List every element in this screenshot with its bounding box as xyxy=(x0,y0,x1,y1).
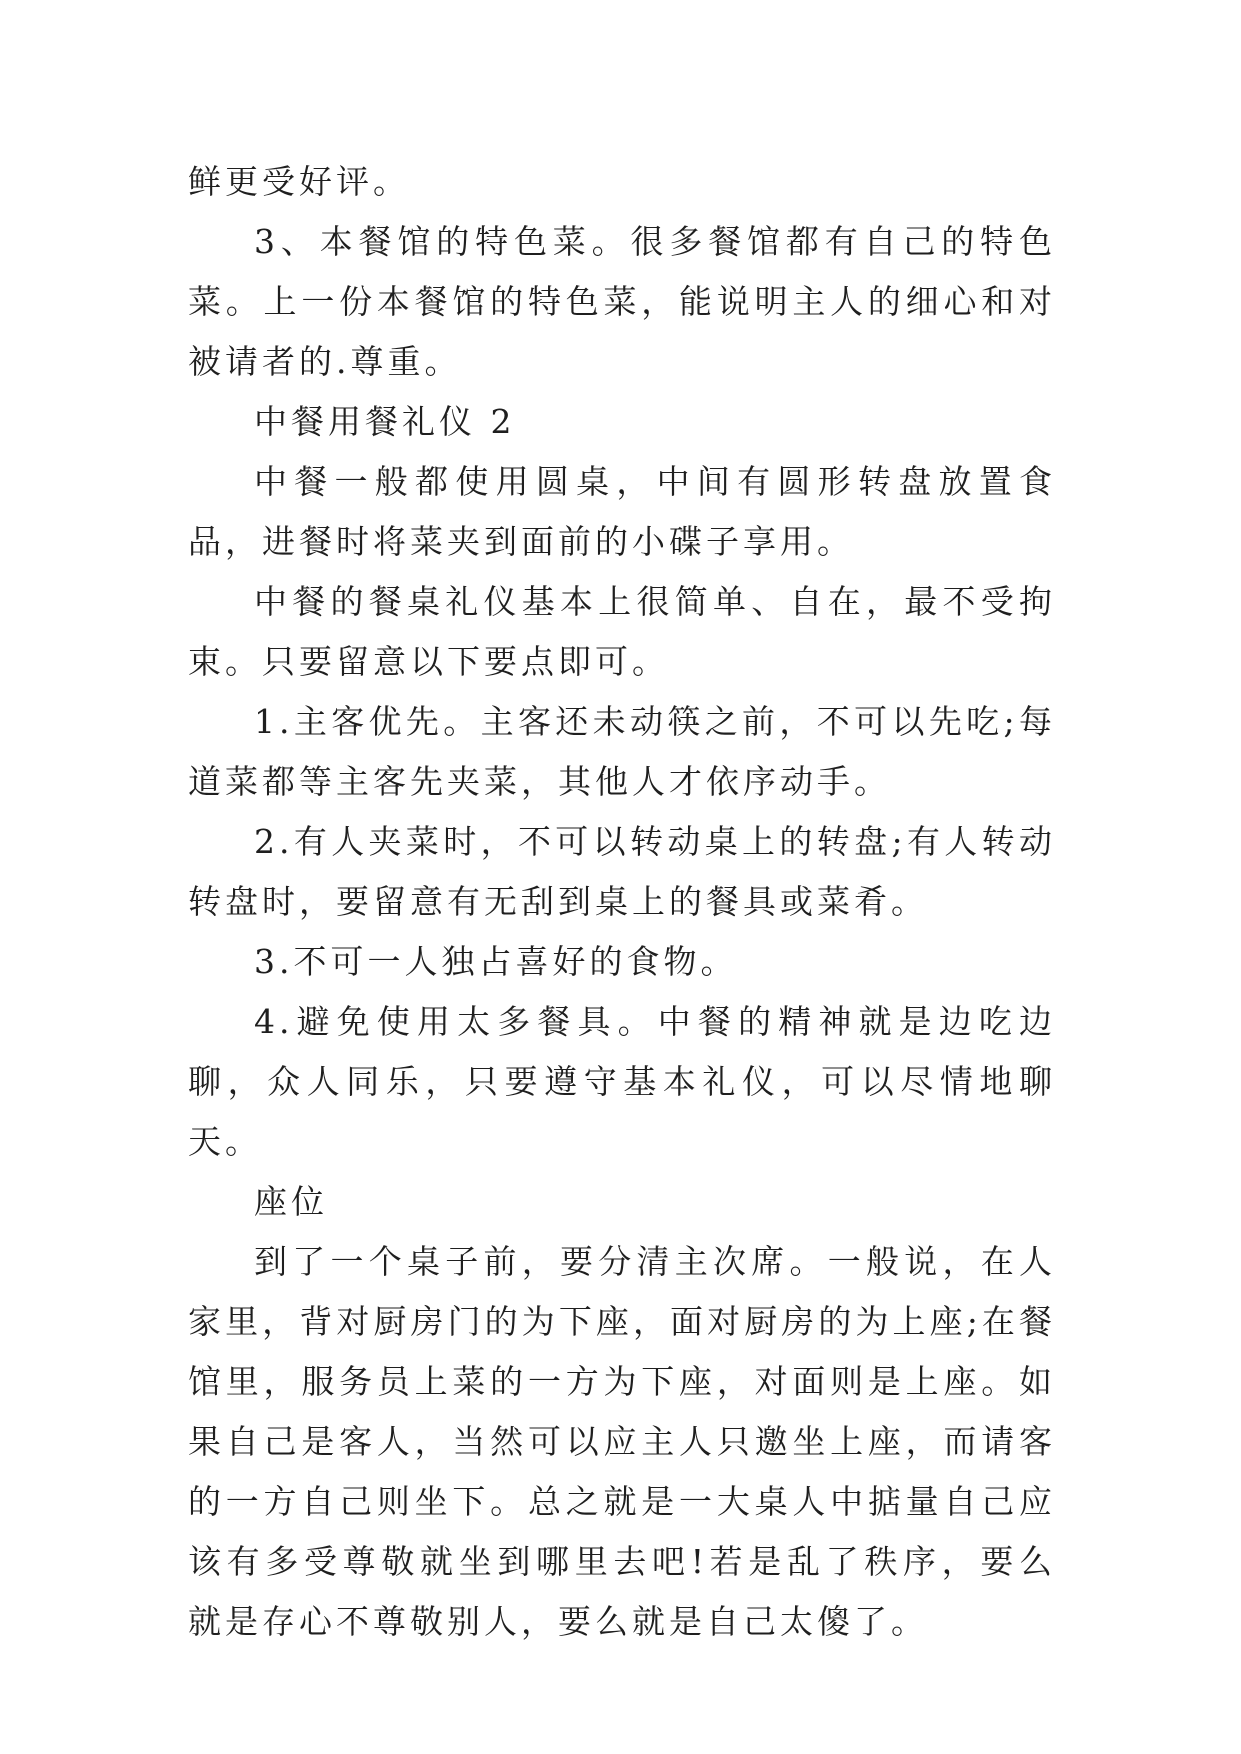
paragraph-seating: 到了一个桌子前，要分清主次席。一般说，在人家里，背对厨房门的为下座，面对厨房的为上座;在餐馆里，服务员上菜的一方为下座，对面则是上座。如果自己是客人，当然可以应主人只邀坐上座，而请客的一方自己则坐下。总之就是一大桌人中掂量自己应该有多受尊敬就坐到哪里去吧!若是乱了秩序，要么就是存心不尊敬别人，要么就是自己太傻了。 xyxy=(188,1242,1056,1641)
paragraph-specialty-dish: 3、本餐馆的特色菜。很多餐馆都有自己的特色菜。上一份本餐馆的特色菜，能说明主人的细心和对被请者的.尊重。 xyxy=(188,222,1056,381)
paragraph-continuation: 鲜更受好评。 xyxy=(188,162,410,201)
list-item-2: 2.有人夹菜时，不可以转动桌上的转盘;有人转动转盘时，要留意有无刮到桌上的餐具或菜肴。 xyxy=(188,822,1056,921)
document-body xyxy=(188,152,1056,1652)
list-item-3: 3.不可一人独占喜好的食物。 xyxy=(254,942,738,981)
paragraph-round-table: 中餐一般都使用圆桌，中间有圆形转盘放置食品，进餐时将菜夹到面前的小碟子享用。 xyxy=(188,462,1056,561)
paragraph-table-manners: 中餐的餐桌礼仪基本上很简单、自在，最不受拘束。只要留意以下要点即可。 xyxy=(188,582,1056,681)
list-item-4: 4.避免使用太多餐具。中餐的精神就是边吃边聊，众人同乐，只要遵守基本礼仪，可以尽情地聊天。 xyxy=(188,1002,1056,1161)
list-item-1: 1.主客优先。主客还未动筷之前，不可以先吃;每道菜都等主客先夹菜，其他人才依序动手。 xyxy=(188,702,1056,801)
section-heading-etiquette-2: 中餐用餐礼仪 2 xyxy=(254,402,516,441)
section-heading-seating: 座位 xyxy=(254,1182,328,1221)
